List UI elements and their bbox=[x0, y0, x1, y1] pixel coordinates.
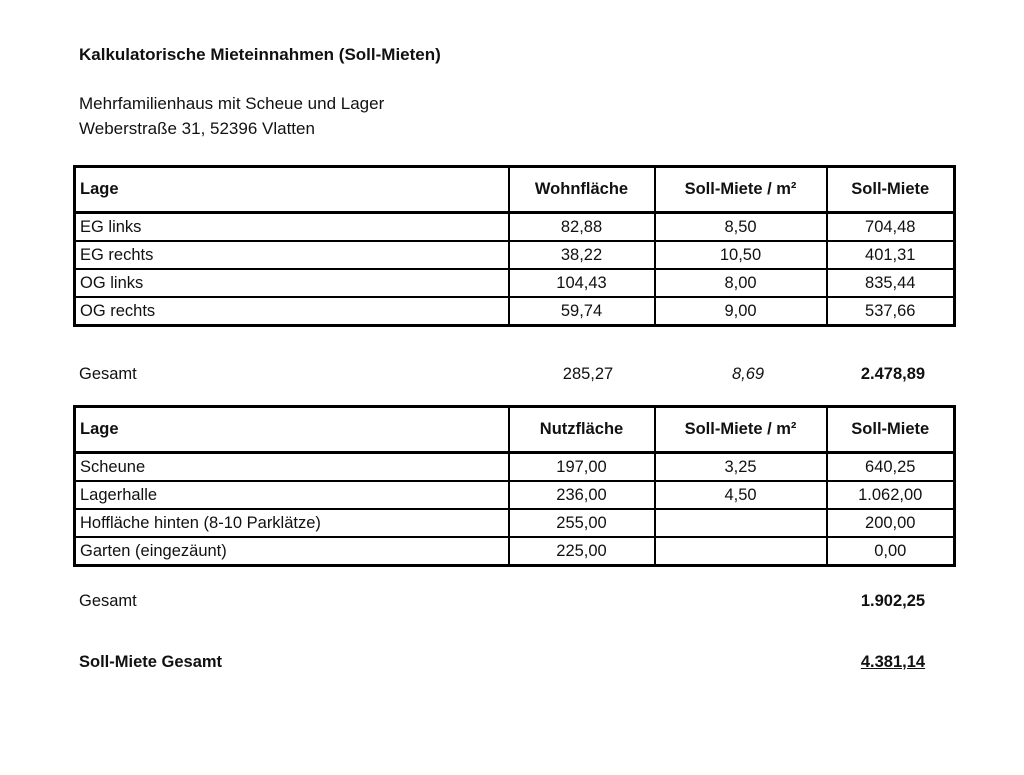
header-soll-miete: Soll-Miete bbox=[827, 167, 955, 213]
total-rent: 1.902,25 bbox=[860, 592, 926, 610]
cell-rent: 835,44 bbox=[827, 269, 955, 297]
header-soll-miete: Soll-Miete bbox=[827, 407, 955, 453]
table-row bbox=[75, 453, 955, 482]
cell-area: 225,00 bbox=[509, 537, 655, 566]
cell-rate: 8,00 bbox=[655, 269, 827, 297]
table-row bbox=[75, 269, 955, 297]
header-wohnflaeche: Wohnfläche bbox=[509, 167, 655, 213]
cell-rent: 704,48 bbox=[827, 213, 955, 242]
commercial-rent-table bbox=[73, 405, 956, 567]
header-nutzflaeche: Nutzfläche bbox=[509, 407, 655, 453]
cell-rent: 200,00 bbox=[827, 509, 955, 537]
total-area: 285,27 bbox=[562, 365, 614, 383]
cell-rent: 401,31 bbox=[827, 241, 955, 269]
table-header-row bbox=[75, 167, 955, 213]
cell-area: 38,22 bbox=[509, 241, 655, 269]
cell-rent: 0,00 bbox=[827, 537, 955, 566]
cell-lage: Garten (eingezäunt) bbox=[75, 537, 509, 566]
property-address: Weberstraße 31, 52396 Vlatten bbox=[79, 119, 315, 138]
total-label: Gesamt bbox=[79, 365, 137, 383]
cell-lage: Hoffläche hinten (8-10 Parklätze) bbox=[75, 509, 509, 537]
header-lage: Lage bbox=[75, 167, 509, 213]
cell-area: 236,00 bbox=[509, 481, 655, 509]
header-soll-miete-per-m2: Soll-Miete / m² bbox=[655, 407, 827, 453]
cell-rate: 3,25 bbox=[655, 453, 827, 482]
residential-total-row bbox=[79, 363, 959, 385]
table-row bbox=[75, 509, 955, 537]
grand-total-label: Soll-Miete Gesamt bbox=[79, 653, 223, 671]
total-rent: 2.478,89 bbox=[860, 365, 926, 383]
residential-rent-table bbox=[73, 165, 956, 327]
header-soll-miete-per-m2: Soll-Miete / m² bbox=[655, 167, 827, 213]
cell-rate: 8,50 bbox=[655, 213, 827, 242]
cell-rate: 10,50 bbox=[655, 241, 827, 269]
table-row bbox=[75, 297, 955, 326]
cell-area: 197,00 bbox=[509, 453, 655, 482]
header-lage: Lage bbox=[75, 407, 509, 453]
cell-rate bbox=[655, 537, 827, 566]
cell-lage: OG links bbox=[75, 269, 509, 297]
page-title: Kalkulatorische Mieteinnahmen (Soll-Mieten) bbox=[79, 45, 441, 64]
average-rate: 8,69 bbox=[731, 365, 765, 383]
commercial-total-row bbox=[79, 590, 959, 612]
grand-total-row bbox=[79, 651, 959, 673]
cell-rent: 640,25 bbox=[827, 453, 955, 482]
cell-area: 104,43 bbox=[509, 269, 655, 297]
grand-total-value: 4.381,14 bbox=[860, 653, 926, 671]
cell-lage: OG rechts bbox=[75, 297, 509, 326]
cell-rent: 1.062,00 bbox=[827, 481, 955, 509]
table-row bbox=[75, 481, 955, 509]
cell-rate: 4,50 bbox=[655, 481, 827, 509]
cell-rate bbox=[655, 509, 827, 537]
cell-lage: Scheune bbox=[75, 453, 509, 482]
cell-area: 255,00 bbox=[509, 509, 655, 537]
cell-lage: Lagerhalle bbox=[75, 481, 509, 509]
cell-area: 59,74 bbox=[509, 297, 655, 326]
cell-lage: EG links bbox=[75, 213, 509, 242]
table-row bbox=[75, 537, 955, 566]
total-label: Gesamt bbox=[79, 592, 137, 610]
cell-rate: 9,00 bbox=[655, 297, 827, 326]
cell-lage: EG rechts bbox=[75, 241, 509, 269]
cell-rent: 537,66 bbox=[827, 297, 955, 326]
table-header-row bbox=[75, 407, 955, 453]
table-row bbox=[75, 241, 955, 269]
table-row bbox=[75, 213, 955, 242]
cell-area: 82,88 bbox=[509, 213, 655, 242]
property-description: Mehrfamilienhaus mit Scheue und Lager bbox=[79, 94, 385, 113]
